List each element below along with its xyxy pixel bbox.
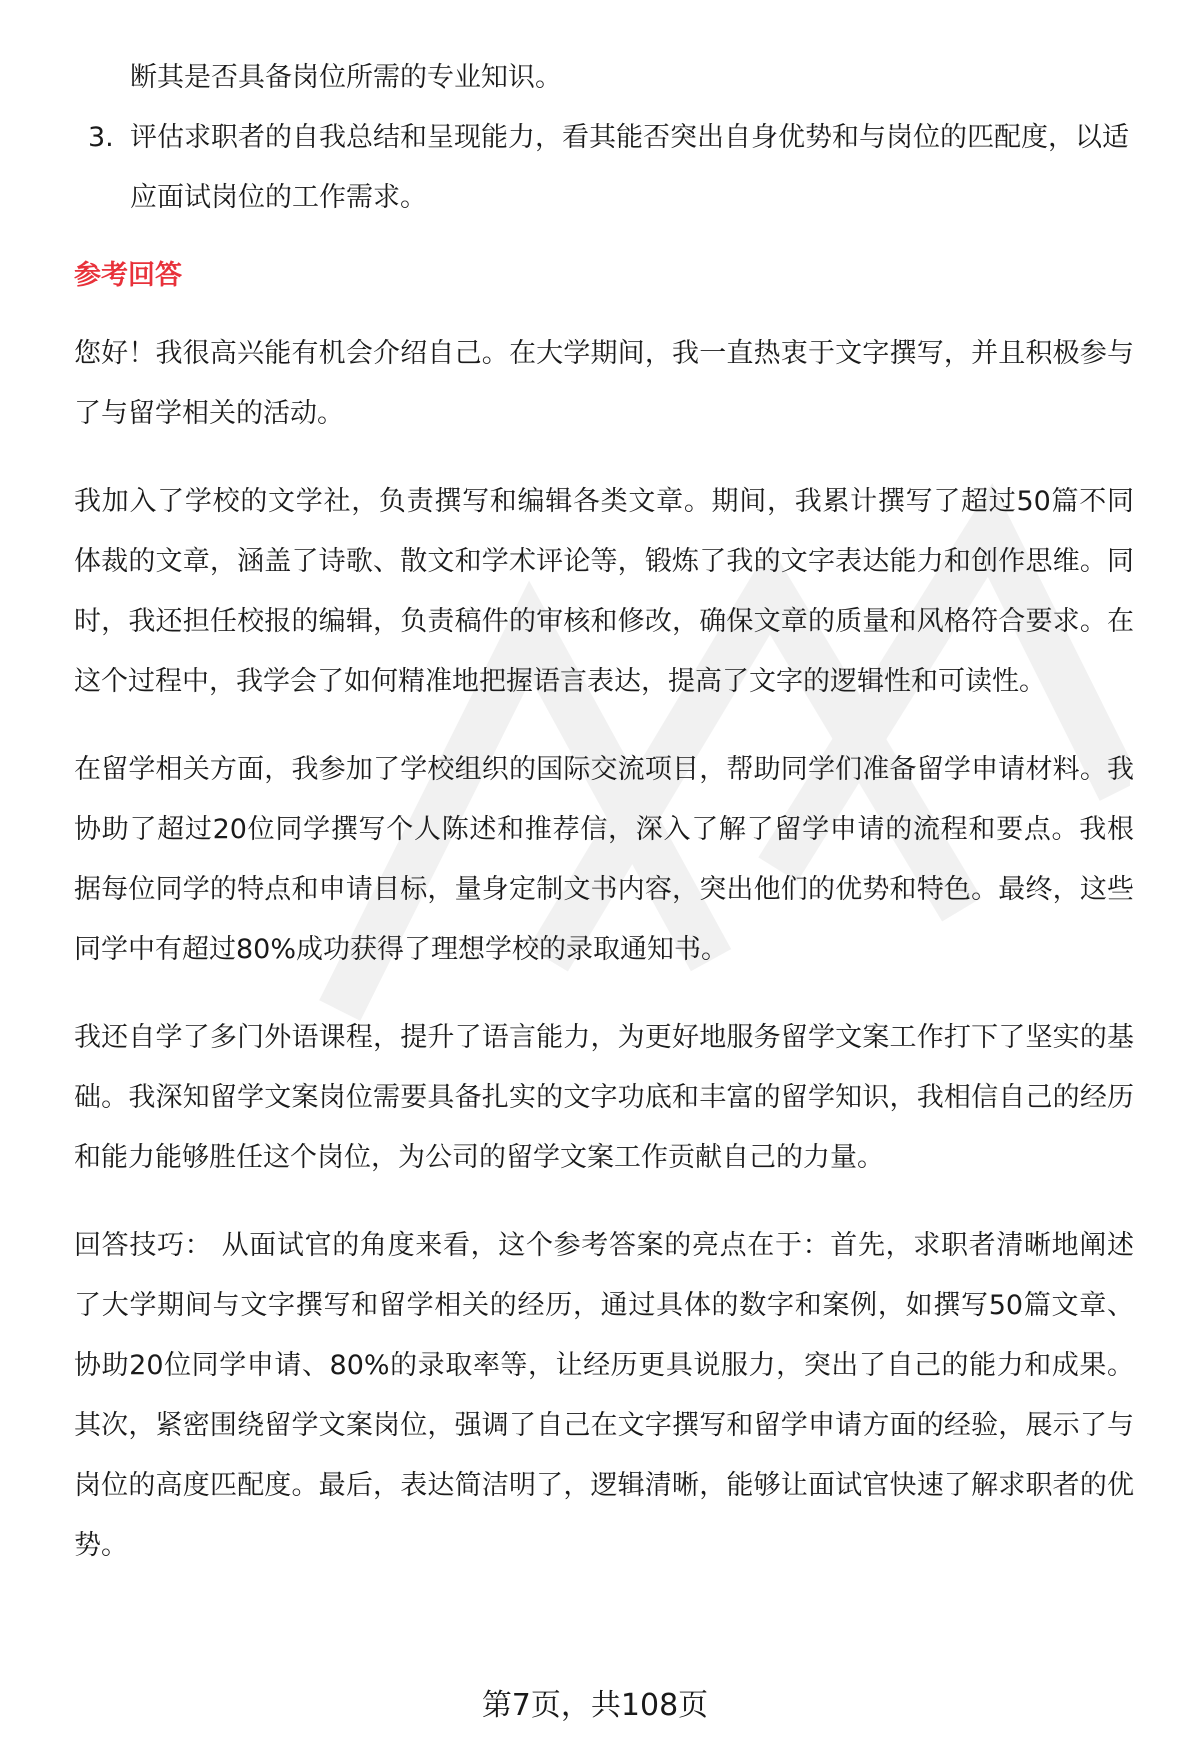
- paragraph: 我加入了学校的文学社，负责撰写和编辑各类文章。期间，我累计撰写了超过50篇不同体裁的文章，涵盖了诗歌、散文和学术评论等，锻炼了我的文字表达能力和创作思维。同时，我还担任校报的编辑，负责稿件的审核和修改，确保文章的质量和风格符合要求。在这个过程中，我学会了如何精准地把握语言表达，提高了文字的逻辑性和可读性。: [74, 486, 1134, 697]
- list-item-text: 评估求职者的自我总结和呈现能力，看其能否突出自身优势和与岗位的匹配度，以适应面试岗位的工作需求。: [130, 122, 1129, 213]
- list-number: 3.: [88, 122, 114, 153]
- document-body: [74, 48, 1134, 1604]
- list-item-continuation: 断其是否具备岗位所需的专业知识。: [130, 62, 562, 93]
- paragraph: 在留学相关方面，我参加了学校组织的国际交流项目，帮助同学们准备留学申请材料。我协助了超过20位同学撰写个人陈述和推荐信，深入了解了留学申请的流程和要点。我根据每位同学的特点和申请目标，量身定制文书内容，突出他们的优势和特色。最终，这些同学中有超过80%成功获得了理想学校的录取通知书。: [74, 754, 1134, 965]
- paragraph: 您好！我很高兴能有机会介绍自己。在大学期间，我一直热衷于文字撰写，并且积极参与了与留学相关的活动。: [74, 338, 1134, 429]
- section-heading: 参考回答: [74, 260, 182, 291]
- list-item-3: [74, 108, 1134, 228]
- paragraph: 回答技巧： 从面试官的角度来看，这个参考答案的亮点在于：首先，求职者清晰地阐述了大学期间与文字撰写和留学相关的经历，通过具体的数字和案例，如撰写50篇文章、协助20位同学申请、80%的录取率等，让经历更具说服力，突出了自己的能力和成果。其次，紧密围绕留学文案岗位，强调了自己在文字撰写和留学申请方面的经验，展示了与岗位的高度匹配度。最后，表达简洁明了，逻辑清晰，能够让面试官快速了解求职者的优势。: [74, 1230, 1134, 1561]
- paragraph: 我还自学了多门外语课程，提升了语言能力，为更好地服务留学文案工作打下了坚实的基础。我深知留学文案岗位需要具备扎实的文字功底和丰富的留学知识，我相信自己的经历和能力能够胜任这个岗位，为公司的留学文案工作贡献自己的力量。: [74, 1022, 1134, 1173]
- page-number: 第7页，共108页: [481, 1688, 709, 1723]
